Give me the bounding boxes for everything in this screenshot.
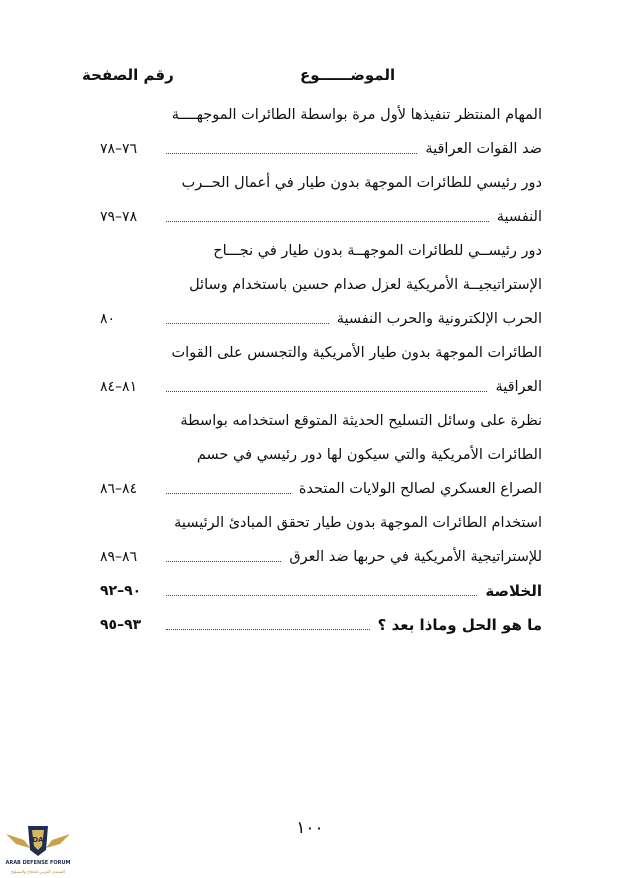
toc-entry xyxy=(80,302,542,336)
toc-entry-title: للإستراتيجية الأمريكية في حربها ضد العرق xyxy=(289,549,542,565)
toc-entry-title: استخدام الطائرات الموجهة بدون طيار تحقق المبادئ الرئيسية xyxy=(174,515,542,531)
toc-page-number: ٨٦–٨٩ xyxy=(100,549,138,565)
toc-page-number: ٩٠–٩٢ xyxy=(100,583,142,599)
toc-entry-title: العراقية xyxy=(495,379,542,395)
toc-entry-title: الإستراتيجيــة الأمريكية لعزل صدام حسين باستخدام وسائل xyxy=(189,277,542,293)
logo-name-latin: ARAB DEFENSE FORUM xyxy=(5,860,71,866)
toc-entry xyxy=(80,404,542,438)
logo-name-arabic: المنتدى العربي للدفاع والتسليح xyxy=(11,869,65,874)
dot-leader xyxy=(166,391,487,392)
toc-page-number: ٨١–٨٤ xyxy=(100,379,138,395)
toc-entry xyxy=(80,200,542,234)
toc-entry xyxy=(80,438,542,472)
toc-entry xyxy=(80,540,542,574)
toc-entry xyxy=(80,234,542,268)
dot-leader xyxy=(166,595,477,596)
dot-leader xyxy=(166,221,489,222)
toc-entry-title: ما هو الحل وماذا بعد ؟ xyxy=(377,616,542,634)
toc-entry-title: الخلاصة xyxy=(485,582,542,600)
toc-entry-title: المهام المنتظر تنفيذها لأول مرة بواسطة الطائرات الموجهــــة xyxy=(171,107,542,123)
column-header-page: رقم الصفحة xyxy=(82,66,174,84)
toc-entry xyxy=(80,132,542,166)
toc-page-number: ٧٦–٧٨ xyxy=(100,141,138,157)
toc-entry xyxy=(80,268,542,302)
toc-entry xyxy=(80,166,542,200)
dot-leader xyxy=(166,493,291,494)
column-header-topic: الموضــــــوع xyxy=(300,66,396,84)
toc-entry-title: الطائرات الموجهة بدون طيار الأمريكية والتجسس على القوات xyxy=(171,345,542,361)
toc-entry xyxy=(80,370,542,404)
toc-entry xyxy=(80,98,542,132)
forum-logo xyxy=(4,812,72,878)
dot-leader xyxy=(166,323,329,324)
toc-entry-title: دور رئيســي للطائرات الموجهــة بدون طيار في نجـــاح xyxy=(213,243,542,259)
toc-entry-title: نظرة على وسائل التسليح الحديثة المتوقع استخدامه بواسطة xyxy=(180,413,542,429)
toc-entry-title: الحرب الإلكترونية والحرب النفسية xyxy=(336,311,542,327)
toc-entry-title: النفسية xyxy=(496,209,542,225)
toc-entry xyxy=(80,336,542,370)
table-of-contents xyxy=(80,98,542,642)
toc-page-number: ٩٣–٩٥ xyxy=(100,617,142,633)
logo-badge-text: DA xyxy=(32,836,44,844)
toc-page-number: ٨٤–٨٦ xyxy=(100,481,138,497)
toc-page-number: ٧٨–٧٩ xyxy=(100,209,138,225)
toc-entry xyxy=(80,608,542,642)
toc-entry xyxy=(80,472,542,506)
toc-entry-title: الصراع العسكري لصالح الولايات المتحدة xyxy=(298,481,542,497)
toc-entry xyxy=(80,574,542,608)
dot-leader xyxy=(166,153,417,154)
toc-entry-title: دور رئيسي للطائرات الموجهة بدون طيار في أعمال الحــرب xyxy=(181,175,542,191)
dot-leader xyxy=(166,561,281,562)
page-number-footer: ١٠٠ xyxy=(296,818,324,838)
toc-entry-title: الطائرات الأمريكية والتي سيكون لها دور رئيسي في حسم xyxy=(196,447,542,463)
toc-page-number: ٨٠ xyxy=(100,311,116,327)
dot-leader xyxy=(166,629,370,630)
toc-entry xyxy=(80,506,542,540)
toc-entry-title: ضد القوات العراقية xyxy=(425,141,542,157)
